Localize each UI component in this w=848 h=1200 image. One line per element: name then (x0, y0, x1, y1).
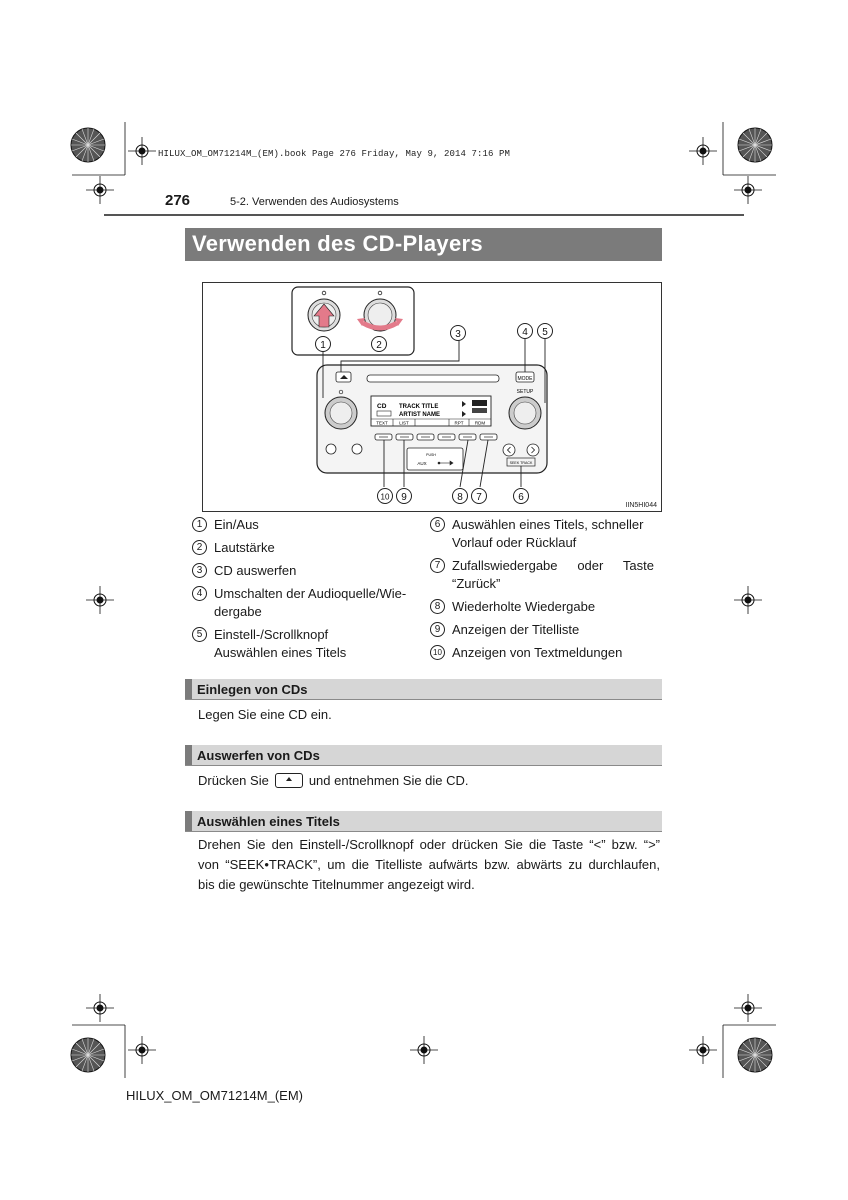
legend-num-10: 10 (430, 645, 445, 660)
insert-cd-text: Legen Sie eine CD ein. (198, 707, 332, 722)
select-track-line-3: bis die gewünschte Titelnummer angezeigt wird. (198, 877, 475, 892)
legend-num-1: 1 (192, 517, 207, 532)
callout-9: 9 (401, 492, 407, 503)
aux-label: AUX (417, 461, 427, 466)
cd-player-figure (202, 282, 662, 512)
legend-text-4b: dergabe (214, 604, 262, 619)
callout-6: 6 (518, 492, 524, 503)
legend-num-3: 3 (192, 563, 207, 578)
page-title-bar (185, 228, 662, 261)
legend-text-6b: Vorlauf oder Rücklauf (452, 535, 577, 550)
legend-text-7: Zufallswiedergabe oder Taste (452, 558, 654, 573)
subsection-eject-cd (185, 745, 662, 766)
select-track-line-2: von “SEEK•TRACK”, um die Titelliste aufwärts bzw. abwärts zu durchlaufen, (198, 857, 660, 872)
callout-3: 3 (455, 329, 461, 340)
display-artist-name: ARTIST NAME (399, 412, 440, 418)
seek-track-label: SEEK TRACK (509, 461, 533, 465)
legend-num-6: 6 (430, 517, 445, 532)
legend-num-2: 2 (192, 540, 207, 555)
eject-text-before: Drücken Sie (198, 773, 269, 788)
legend-text-3: CD auswerfen (214, 563, 297, 578)
subsection-select-track (185, 811, 662, 832)
audio-unit-illustration (203, 283, 661, 511)
softkey-text: TEXT (376, 420, 388, 426)
legend-text-4: Umschalten der Audioquelle/Wie- (214, 586, 407, 601)
page-number: 276 (165, 192, 191, 209)
softkey-rpt: RPT (454, 420, 464, 426)
legend-num-8: 8 (430, 599, 445, 614)
legend-text-1: Ein/Aus (214, 517, 259, 532)
subsection-heading: Auswählen eines Titels (197, 814, 340, 829)
legend-text-5: Einstell-/Scrollknopf (214, 627, 329, 642)
legend-num-9: 9 (430, 622, 445, 637)
callout-2: 2 (376, 340, 382, 351)
legend-num-5: 5 (192, 627, 207, 642)
eject-icon (275, 773, 303, 788)
legend-text-2: Lautstärke (214, 540, 275, 555)
figure-code: IIN5HI044 (625, 502, 657, 509)
callout-4: 4 (522, 327, 528, 338)
legend-text-7b: “Zurück” (452, 576, 501, 591)
legend-text-10: Anzeigen von Textmeldungen (452, 645, 623, 660)
page-title: Verwenden des CD-Players (192, 231, 483, 256)
eject-cd-text (198, 771, 469, 791)
display-source: CD (377, 403, 387, 410)
callout-7: 7 (476, 492, 482, 503)
callout-8: 8 (457, 492, 463, 503)
subsection-heading: Auswerfen von CDs (197, 748, 320, 763)
select-track-text (198, 835, 660, 895)
push-label: PUSH (426, 453, 436, 457)
callout-10: 10 (380, 492, 390, 502)
mode-label: MODE (517, 376, 533, 382)
subsection-insert-cd (185, 679, 662, 700)
header-rule (104, 214, 744, 216)
callout-5: 5 (542, 327, 548, 338)
footer-code: HILUX_OM_OM71214M_(EM) (126, 1088, 303, 1103)
callout-1: 1 (320, 340, 326, 351)
subsection-heading: Einlegen von CDs (197, 682, 308, 697)
legend-num-4: 4 (192, 586, 207, 601)
eject-text-after: und entnehmen Sie die CD. (308, 773, 469, 788)
legend-text-5b: Auswählen eines Titels (214, 645, 347, 660)
legend-num-7: 7 (430, 558, 445, 573)
legend-text-6: Auswählen eines Titels, schneller (452, 517, 644, 532)
softkey-rdm: RDM (474, 420, 486, 426)
setup-label: SETUP (516, 389, 534, 395)
file-header: HILUX_OM_OM71214M_(EM).book Page 276 Friday, May 9, 2014 7:16 PM (158, 149, 511, 159)
legend-text-8: Wiederholte Wiedergabe (452, 599, 596, 614)
display-track-title: TRACK TITLE (399, 404, 439, 410)
section-reference: 5-2. Verwenden des Audiosystems (230, 196, 399, 208)
legend-text-9: Anzeigen der Titelliste (452, 622, 580, 637)
select-track-line-1: Drehen Sie den Einstell-/Scrollknopf oder drücken Sie die Taste “<” bzw. “>” (198, 837, 660, 852)
softkey-list: LIST (399, 420, 409, 426)
